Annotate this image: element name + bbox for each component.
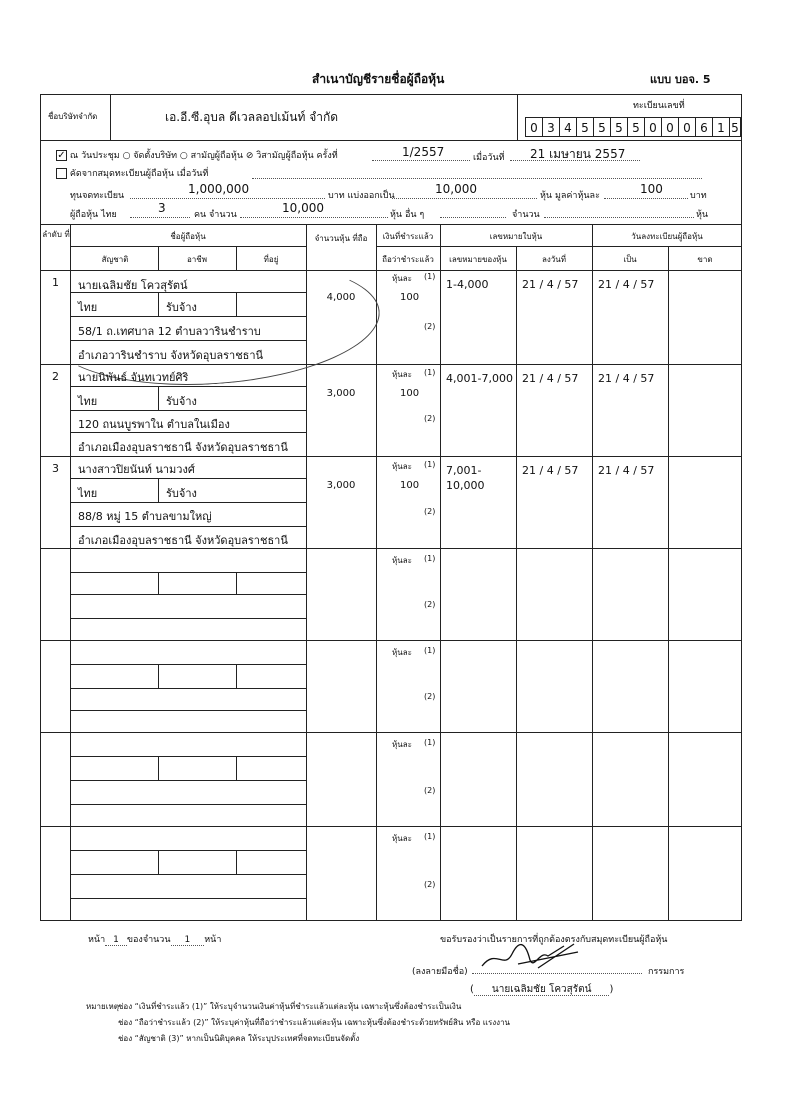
capital-split-label: บาท แบ่งออกเป็น [328,191,395,201]
cert-date: 21 / 4 / 57 [522,372,579,385]
note-1: ช่อง “เงินที่ชำระแล้ว (1)” ให้ระบุจำนวนเงินค่าหุ้นที่ชำระแล้วแต่ละหุ้น เฉพาะหุ้นซึ่งต้องชำระเป็นเงิน [118,1002,462,1011]
document-title: สำเนาบัญชีรายชื่อผู้ถือหุ้น [312,72,445,86]
holder-nationality: ไทย [78,395,98,408]
row-no: 3 [52,462,59,475]
paid-mark: (1) [424,832,436,841]
reg-date: 21 / 4 / 57 [598,278,655,291]
holder-address-1: 88/8 หมู่ 15 ตำบลขามใหญ่ [78,510,212,523]
holder-address-2: อำเภอเมืองอุบลราชธานี จังหวัดอุบลราชธานี [78,534,288,547]
thai-shares: 10,000 [282,201,324,215]
share-count: 3,000 [326,388,356,399]
paid-mark: (1) [424,368,436,377]
director-label: กรรมการ [648,967,685,977]
col-occupation-header: อาชีพ [187,255,207,264]
holder-address-2: อำเภอเมืองอุบลราชธานี จังหวัดอุบลราชธานี [78,441,288,454]
col-cert-date-header: ลงวันที่ [541,255,567,264]
col-cert-no-header: เลขหมายของหุ้น [449,255,507,264]
per-share-label: หุ้นละ [392,556,412,565]
cert-number: 1-4,000 [446,278,489,291]
reg-date: 21 / 4 / 57 [598,372,655,385]
deemed-mark: (2) [424,322,436,331]
per-share-label: หุ้นละ [392,740,412,749]
per-share-label: หุ้นละ [392,648,412,657]
holder-occupation: รับจ้าง [166,487,197,500]
holder-name: นายเฉลิมชัย โควสุรัตน์ [78,279,188,292]
holder-address-1: 58/1 ถ.เทศบาล 12 ตำบลวารินชำราบ [78,325,261,338]
deemed-mark: (2) [424,600,436,609]
meeting-date: 21 เมษายน 2557 [530,147,626,161]
reg-digit: 5 [627,117,645,137]
baht-label: บาท [690,191,707,201]
count-label: คน จำนวน [194,210,237,220]
paid-mark: (1) [424,554,436,563]
copy-checkbox[interactable] [56,168,67,179]
page-total: 1 [171,935,205,946]
meeting-date-label: เมื่อวันที่ [473,153,505,163]
deemed-mark: (2) [424,507,436,516]
paid-per-share: 100 [400,292,420,303]
holder-address-1: 120 ถนนบูรพาใน ตำบลในเมือง [78,418,230,431]
holders-label: ผู้ถือหุ้น ไทย [70,210,117,220]
reg-digit: 4 [559,117,577,137]
row-no: 2 [52,370,59,383]
holder-nationality: ไทย [78,301,98,314]
company-name: เอ.อี.ซี.อุบล ดีเวลลอปเม้นท์ จำกัด [165,110,339,124]
page-count: หน้า 1 ของจำนวน 1 หน้า [88,935,222,945]
note-2: ช่อง “ถือว่าชำระแล้ว (2)” ให้ระบุค่าหุ้นที่ถือว่าชำระแล้วแต่ละหุ้น เฉพาะหุ้นซึ่งต้องชำระด้วยทรัพย์สิน หรือ แรงงาน [118,1018,511,1027]
registration-label: ทะเบียนเลขที่ [633,101,685,111]
cert-date: 21 / 4 / 57 [522,464,579,477]
col-reg-out-header: ขาด [697,255,713,264]
meeting-checkbox[interactable]: ✓ [57,150,66,161]
page-number: 1 [105,935,127,946]
signature [478,940,588,972]
col-count-header: จำนวนหุ้น ที่ถือ [314,234,368,243]
per-share-label: หุ้นละ [392,462,412,471]
reg-digit: 5 [593,117,611,137]
share-unit: หุ้น [696,210,709,220]
cert-number: 7,001- [446,464,482,477]
holder-name: นายนิพันธ์ จันทเวทย์ศิริ [78,371,189,384]
cert-number: 4,001-7,000 [446,372,513,385]
holder-name: นางสาวปิยนันท์ นามวงศ์ [78,463,195,476]
paid-per-share: 100 [400,388,420,399]
signature-label: (ลงลายมือชื่อ) [412,967,468,977]
deemed-mark: (2) [424,692,436,701]
reg-digit: 1 [712,117,730,137]
deemed-mark: (2) [424,880,436,889]
deemed-mark: (2) [424,786,436,795]
capital-shares: 10,000 [435,182,477,196]
col-reg-in-header: เป็น [623,255,637,264]
reg-digit: 5 [576,117,594,137]
certification-text: ขอรับรองว่าเป็นรายการที่ถูกต้องตรงกับสมุดทะเบียนผู้ถือหุ้น [440,935,668,945]
cert-number-cont: 10,000 [446,479,485,492]
amount-label: จำนวน [512,210,540,220]
col-no-header: ลำดับ ที่ [42,230,70,239]
reg-digit: 6 [695,117,713,137]
form-code: แบบ บอจ. 5 [650,73,711,86]
meeting-number: 1/2557 [402,145,445,159]
col-deemed-header: ถือว่าชำระแล้ว [382,255,434,264]
reg-date: 21 / 4 / 57 [598,464,655,477]
company-label: ชื่อบริษัทจำกัด [48,112,98,121]
copy-line: คัดจากสมุดทะเบียนผู้ถือหุ้น เมื่อวันที่ [56,166,208,180]
per-share-label: หุ้นละ [392,274,412,283]
reg-digit: 5 [729,117,741,137]
meeting-line: ✓ ณ วันประชุม ○ จัดตั้งบริษัท ○ สามัญผู้ถือหุ้น ⊘ วิสามัญผู้ถือหุ้น ครั้งที่ [57,150,338,161]
share-count: 4,000 [326,292,356,303]
paid-per-share: 100 [400,480,420,491]
deemed-mark: (2) [424,414,436,423]
per-share-label: หุ้นละ [392,834,412,843]
col-cert-header: เลขหมายใบหุ้น [489,232,543,241]
per-share-label: หุ้นละ [392,370,412,379]
capital-label: ทุนจดทะเบียน [70,191,125,201]
holder-nationality: ไทย [78,487,98,500]
par-value: 100 [640,182,663,196]
reg-digit: 0 [644,117,662,137]
reg-digit: 3 [542,117,560,137]
reg-digit: 0 [525,117,543,137]
paid-mark: (1) [424,738,436,747]
signer-name: นายเฉลิมชัย โควสุรัตน์ [474,984,610,996]
note-3: ช่อง “สัญชาติ (3)” หากเป็นนิติบุคคล ให้ระบุประเทศที่จดทะเบียนจัดตั้ง [118,1034,360,1043]
other-label: หุ้น อื่น ๆ [390,210,425,220]
reg-digit: 0 [678,117,696,137]
col-name-header: ชื่อผู้ถือหุ้น [170,232,206,241]
col-reg-date-header: วันลงทะเบียนผู้ถือหุ้น [631,232,703,241]
reg-digit: 5 [610,117,628,137]
thai-holder-count: 3 [158,201,166,215]
signer-name-line: ( นายเฉลิมชัย โควสุรัตน์ ) [470,984,614,995]
reg-digit: 0 [661,117,679,137]
col-address-header: ที่อยู่ [263,255,279,264]
cert-date: 21 / 4 / 57 [522,278,579,291]
share-count: 3,000 [326,480,356,491]
holder-occupation: รับจ้าง [166,301,197,314]
note-label: หมายเหตุ [86,1002,119,1011]
capital-amount: 1,000,000 [188,182,250,196]
paid-mark: (1) [424,460,436,469]
holder-address-2: อำเภอวารินชำราบ จังหวัดอุบลราชธานี [78,349,264,362]
row-no: 1 [52,276,59,289]
holder-occupation: รับจ้าง [166,395,197,408]
par-label: หุ้น มูลค่าหุ้นละ [540,191,600,201]
paid-mark: (1) [424,272,436,281]
paid-mark: (1) [424,646,436,655]
col-paid-header: เงินที่ชำระแล้ว [382,232,434,241]
col-nationality-header: สัญชาติ [101,255,129,264]
